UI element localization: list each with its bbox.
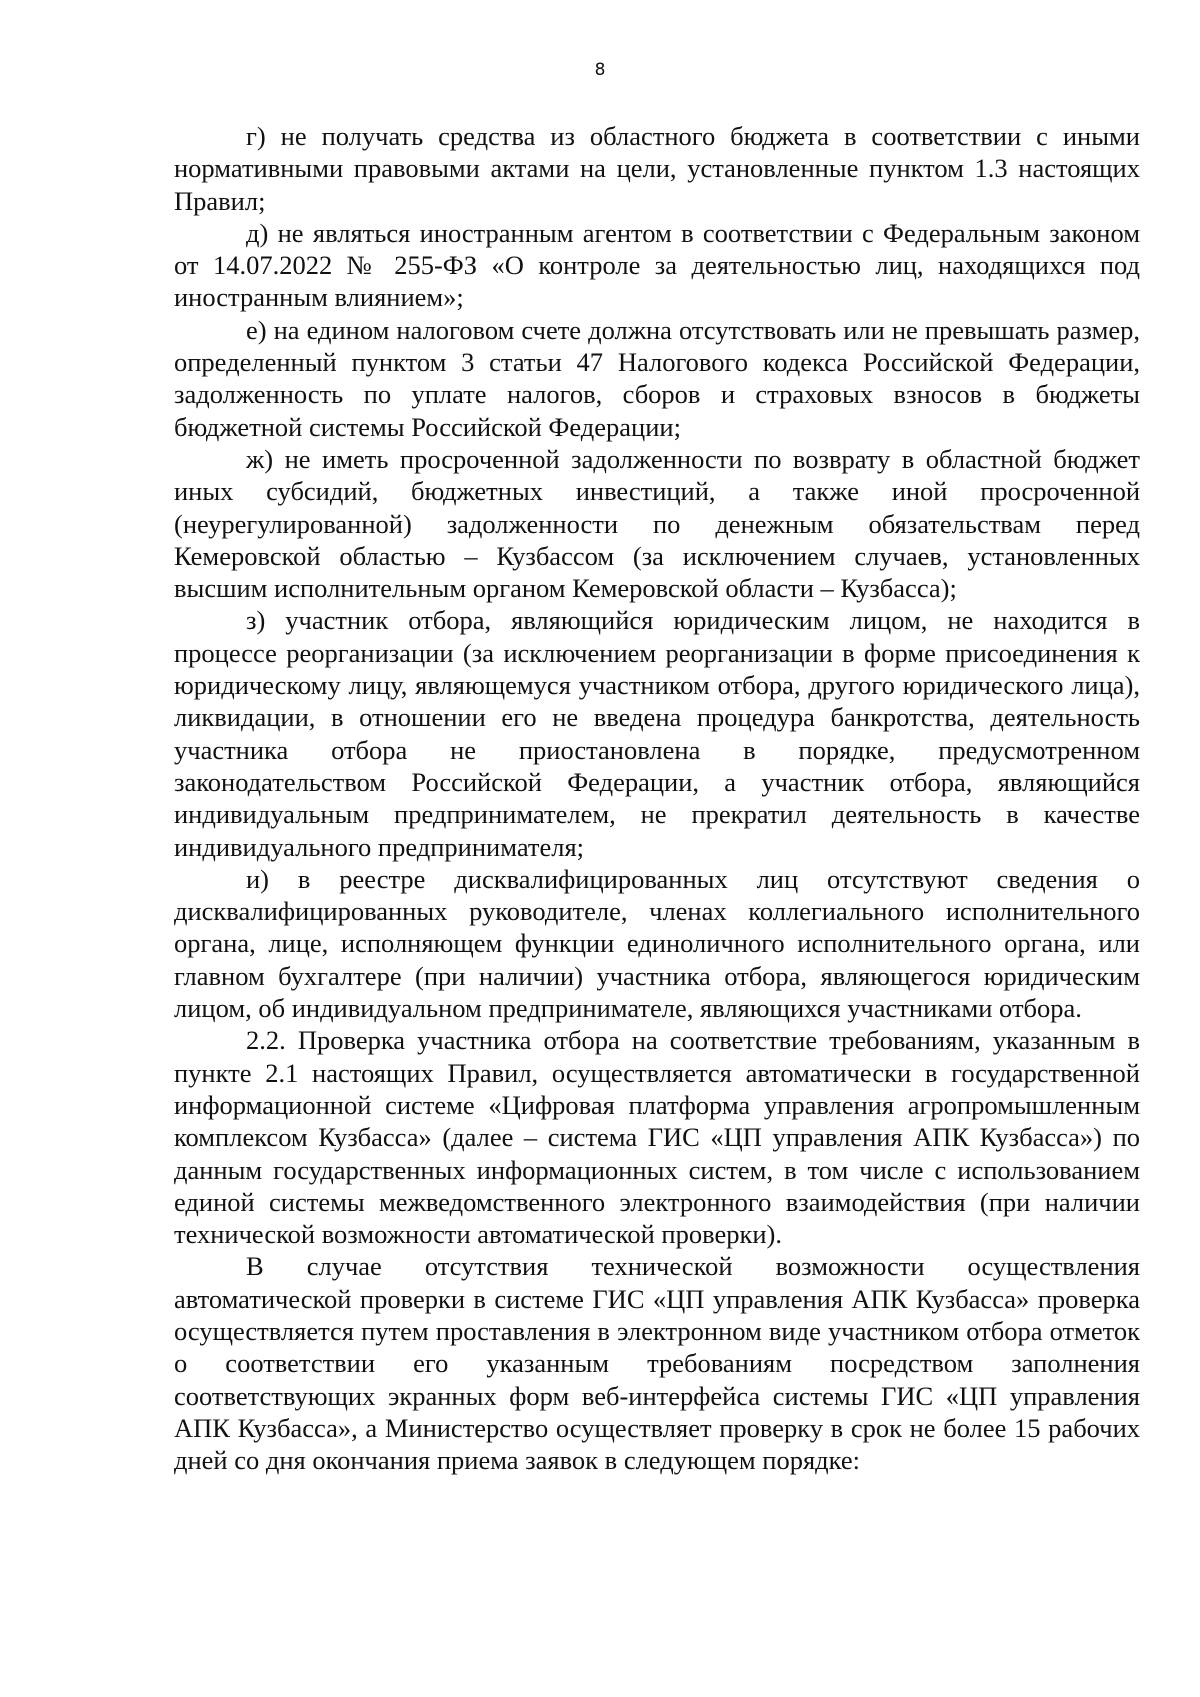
paragraph-zh: ж) не иметь просроченной задолженности по возврату в областной бюджет иных субсидий, бюджетных инвестиций, а также иной просроченной (неурегулированной) задолженности по денежным обязательствам перед Кемеровской областью – Кузбассом (за исключением случаев, установленных высшим исполнительным органом Кемеровской области – Кузбасса); xyxy=(174,443,1140,604)
paragraph-2-2: 2.2. Проверка участника отбора на соответствие требованиям, указанным в пункте 2.1 настоящих Правил, осуществляется автоматически в государственной информационной системе «Цифровая платформа управления агропромышленным комплексом Кузбасса» (далее – система ГИС «ЦП управления АПК Кузбасса») по данным государственных информационных систем, в том числе с использованием единой системы межведомственного электронного взаимодействия (при наличии технической возможности автоматической проверки). xyxy=(174,1025,1140,1250)
paragraph-d: д) не являться иностранным агентом в соответствии с Федеральным законом от 14.07.2022 № 255-ФЗ «О контроле за деятельностью лиц, находящихся под иностранным влиянием»; xyxy=(174,217,1140,313)
paragraph-i: и) в реестре дисквалифицированных лиц отсутствуют сведения о дисквалифицированных руководителе, членах коллегиального исполнительного органа, лице, исполняющем функции единоличного исполнительного органа, или главном бухгалтере (при наличии) участника отбора, являющегося юридическим лицом, об индивидуальном предпринимателе, являющихся участниками отбора. xyxy=(174,863,1140,1024)
page-number: 8 xyxy=(594,60,606,80)
paragraph-z: з) участник отбора, являющийся юридическим лицом, не находится в процессе реорганизации (за исключением реорганизации в форме присоединения к юридическому лицу, являющемуся участником отбора, другого юридического лица), ликвидации, в отношении его не введена процедура банкротства, деятельность участника отбора не приостановлена в порядке, предусмотренном законодательством Российской Федерации, а участник отбора, являющийся индивидуальным предпринимателем, не прекратил деятельность в качестве индивидуального предпринимателя; xyxy=(174,605,1140,862)
document-body xyxy=(174,120,1140,1476)
paragraph-g: г) не получать средства из областного бюджета в соответствии с иными нормативными правовыми актами на цели, установленные пунктом 1.3 настоящих Правил; xyxy=(174,121,1140,216)
paragraph-e: е) на едином налоговом счете должна отсутствовать или не превышать размер, определенный пунктом 3 статьи 47 Налогового кодекса Российской Федерации, задолженность по уплате налогов, сборов и страховых взносов в бюджеты бюджетной системы Российской Федерации; xyxy=(174,314,1140,442)
paragraph-absence-check: В случае отсутствия технической возможности осуществления автоматической проверки в системе ГИС «ЦП управления АПК Кузбасса» проверка осуществляется путем проставления в электронном виде участником отбора отметок о соответствии его указанным требованиям посредством заполнения соответствующих экранных форм веб-интерфейса системы ГИС «ЦП управления АПК Кузбасса», а Министерство осуществляет проверку в срок не более 15 рабочих дней со дня окончания приема заявок в следующем порядке: xyxy=(174,1251,1140,1476)
